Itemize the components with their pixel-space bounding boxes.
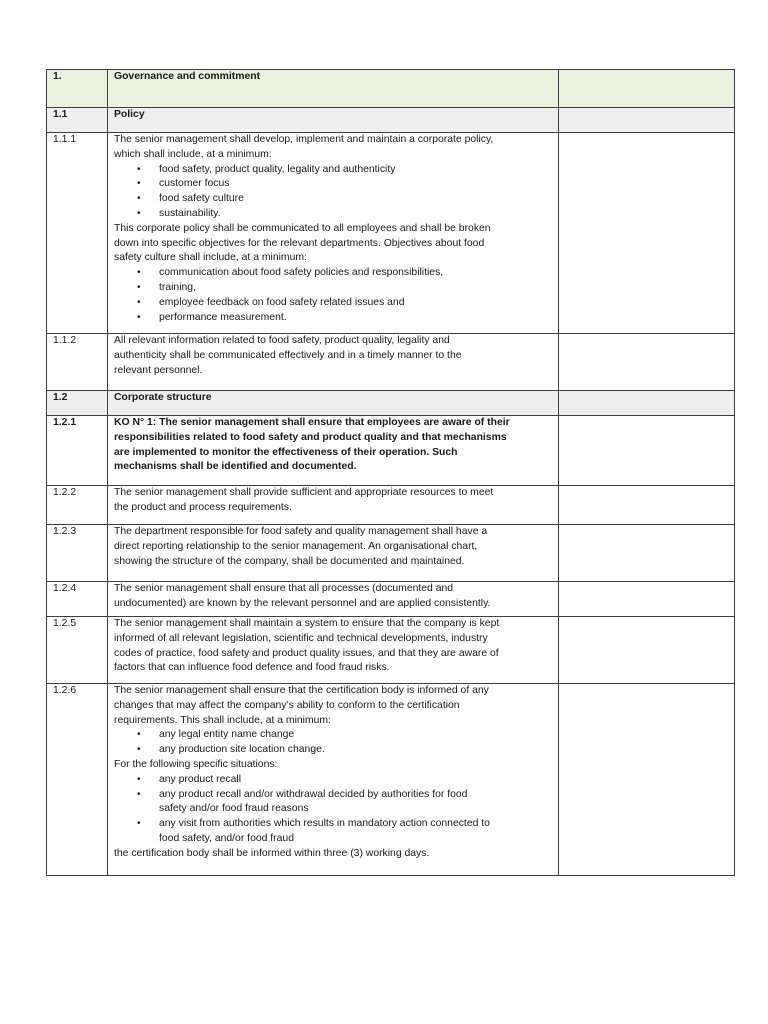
text-line: informed of all relevant legislation, scientific and technical developments, industry — [114, 632, 488, 644]
bullet-item-line: food safety, and/or food fraud — [159, 832, 294, 844]
requirement-notes-cell — [559, 525, 735, 582]
bullet-item-line: • sustainability. — [159, 207, 221, 219]
bullet-list — [114, 773, 552, 847]
requirement-text — [108, 334, 559, 391]
subsection-number: 1.2 — [47, 391, 108, 416]
requirement-number: 1.1.2 — [47, 334, 108, 391]
bullet-item-line: • any product recall — [159, 773, 242, 785]
requirement-number: 1.2.1 — [47, 416, 108, 486]
text-line: showing the structure of the company, shall be documented and maintained. — [114, 555, 465, 567]
text-line: This corporate policy shall be communicated to all employees and shall be broken — [114, 222, 491, 234]
requirement-notes-cell — [559, 684, 735, 876]
requirement-row-1-2-5 — [47, 617, 735, 684]
requirement-row-1-2-1-ko — [47, 416, 735, 486]
requirement-number: 1.1.1 — [47, 133, 108, 334]
subsection-blank-cell — [559, 391, 735, 416]
bullet-item — [159, 728, 552, 743]
section-number: 1. — [47, 70, 108, 108]
requirement-text — [108, 684, 559, 876]
requirement-row-1-2-4 — [47, 582, 735, 617]
bullet-item-line: • employee feedback on food safety related issues and — [159, 296, 405, 308]
bullet-item — [159, 743, 552, 758]
bullet-item-line: • customer focus — [159, 178, 230, 190]
bullet-item — [159, 177, 552, 192]
text-line: mechanisms shall be identified and documented. — [114, 461, 357, 473]
requirement-notes-cell — [559, 133, 735, 334]
bullet-item-line: • training, — [159, 281, 196, 293]
text-line: relevant personnel. — [114, 364, 203, 376]
text-line: changes that may affect the company’s ability to conform to the certification — [114, 699, 460, 711]
bullet-item — [159, 296, 552, 311]
requirement-notes-cell — [559, 334, 735, 391]
text-line: direct reporting relationship to the senior management. An organisational chart, — [114, 540, 478, 552]
bullet-item-line: • communication about food safety policies and responsibilities, — [159, 267, 444, 279]
requirement-row-1-2-6 — [47, 684, 735, 876]
section-header-blank-cell — [559, 70, 735, 108]
bullet-item — [159, 817, 552, 847]
requirement-text — [108, 582, 559, 617]
text-line: The department responsible for food safety and quality management shall have a — [114, 526, 488, 537]
requirement-number: 1.2.6 — [47, 684, 108, 876]
requirements-table — [46, 69, 735, 876]
text-line: The senior management shall ensure that all processes (documented and — [114, 583, 454, 594]
bullet-item — [159, 207, 552, 222]
text-line: The senior management shall ensure that the certification body is informed of any — [114, 685, 489, 696]
text-line: the certification body shall be informed within three (3) working days. — [114, 847, 430, 859]
bullet-item — [159, 773, 552, 788]
bullet-list — [114, 728, 552, 758]
bullet-item — [159, 311, 552, 326]
subsection-title: Policy — [108, 108, 559, 133]
requirement-text — [108, 486, 559, 525]
bullet-item-line: safety and/or food fraud reasons — [159, 803, 309, 815]
requirement-notes-cell — [559, 582, 735, 617]
text-line: The senior management shall provide sufficient and appropriate resources to meet — [114, 487, 494, 498]
bullet-list — [114, 266, 552, 325]
requirement-row-1-1-1 — [47, 133, 735, 334]
section-header-row — [47, 70, 735, 108]
bullet-item-line: • food safety, product quality, legality and authenticity — [159, 163, 396, 175]
subsection-title: Corporate structure — [108, 391, 559, 416]
subsection-blank-cell — [559, 108, 735, 133]
text-line: responsibilities related to food safety and product quality and that mechanisms — [114, 431, 507, 443]
bullet-item-line: • any visit from authorities which results in mandatory action connected to — [159, 818, 490, 830]
requirement-text — [108, 525, 559, 582]
requirement-row-1-2-2 — [47, 486, 735, 525]
section-title: Governance and commitment — [108, 70, 559, 108]
text-line: which shall include, at a minimum: — [114, 148, 272, 160]
requirement-number: 1.2.2 — [47, 486, 108, 525]
text-line: safety culture shall include, at a minimum: — [114, 252, 307, 264]
text-line: All relevant information related to food safety, product quality, legality and — [114, 335, 450, 346]
text-line: factors that can influence food defence and food fraud risks. — [114, 662, 390, 674]
bullet-item — [159, 788, 552, 818]
text-line: The senior management shall develop, implement and maintain a corporate policy, — [114, 134, 494, 145]
text-line: authenticity shall be communicated effectively and in a timely manner to the — [114, 349, 462, 361]
text-line: down into specific objectives for the relevant departments. Objectives about food — [114, 237, 485, 249]
text-line: are implemented to monitor the effectiveness of their operation. Such — [114, 446, 458, 458]
requirement-notes-cell — [559, 416, 735, 486]
bullet-item — [159, 266, 552, 281]
text-line: KO N° 1: The senior management shall ensure that employees are aware of their — [114, 417, 510, 428]
text-line: requirements. This shall include, at a minimum: — [114, 714, 331, 726]
requirement-row-1-1-2 — [47, 334, 735, 391]
text-line: The senior management shall maintain a system to ensure that the company is kept — [114, 618, 500, 629]
subsection-row-corporate-structure — [47, 391, 735, 416]
text-line: For the following specific situations: — [114, 758, 278, 770]
bullet-item-line: • any production site location change. — [159, 744, 325, 756]
requirement-text — [108, 617, 559, 684]
requirement-notes-cell — [559, 617, 735, 684]
bullet-item-line: • any legal entity name change — [159, 729, 295, 741]
bullet-item-line: • food safety culture — [159, 193, 244, 205]
subsection-row-policy — [47, 108, 735, 133]
requirement-notes-cell — [559, 486, 735, 525]
bullet-item — [159, 281, 552, 296]
knockout-requirement-text — [108, 416, 559, 486]
text-line: codes of practice, food safety and product quality issues, and that they are aware of — [114, 647, 499, 659]
requirement-text — [108, 133, 559, 334]
bullet-item — [159, 192, 552, 207]
requirement-number: 1.2.5 — [47, 617, 108, 684]
bullet-item — [159, 163, 552, 178]
requirement-row-1-2-3 — [47, 525, 735, 582]
bullet-item-line: • any product recall and/or withdrawal decided by authorities for food — [159, 788, 468, 800]
requirement-number: 1.2.3 — [47, 525, 108, 582]
text-line: the product and process requirements. — [114, 501, 292, 513]
subsection-number: 1.1 — [47, 108, 108, 133]
bullet-list — [114, 163, 552, 222]
text-line: undocumented) are known by the relevant personnel and are applied consistently. — [114, 597, 491, 609]
requirement-number: 1.2.4 — [47, 582, 108, 617]
bullet-item-line: • performance measurement. — [159, 311, 287, 323]
